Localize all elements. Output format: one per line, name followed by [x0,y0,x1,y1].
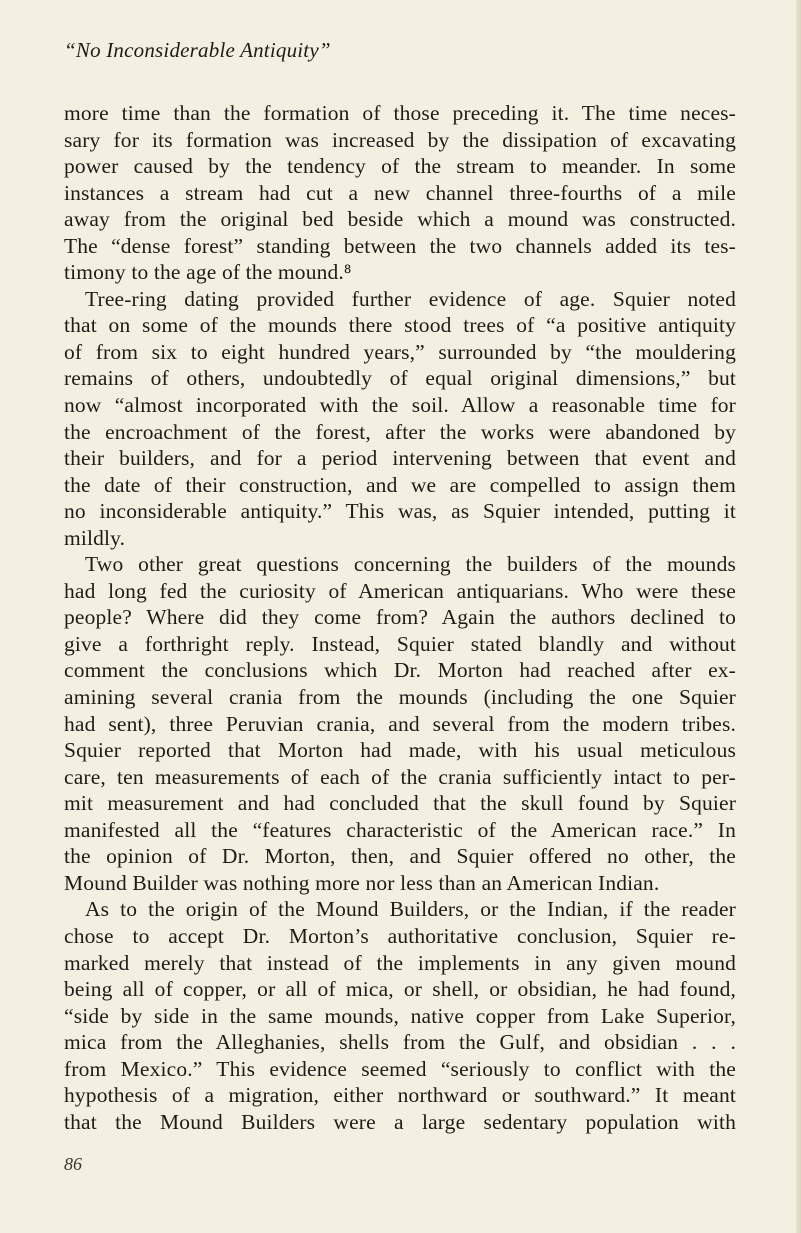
text-line: remains of others, undoubtedly of equal original dimensions,” but [64,366,736,391]
text-line: their builders, and for a period intervening between that event and [64,446,736,471]
page-number: 86 [64,1154,82,1174]
text-line: instances a stream had cut a new channel three-fourths of a mile [64,180,736,205]
text-line: power caused by the tendency of the stream to meander. In some [64,154,736,179]
text-line: “side by side in the same mounds, native copper from Lake Superior, [64,1003,736,1028]
text-line: Mound Builder was nothing more nor less than an American Indian. [64,870,660,895]
text-line: amining several crania from the mounds (including the one Squier [64,685,736,710]
text-line: manifested all the “features characteristic of the American race.” In [64,817,736,842]
text-line: mildly. [64,525,126,550]
text-line: The “dense forest” standing between the two channels added its tes- [64,233,736,258]
text-line: timony to the age of the mound.⁸ [64,260,352,285]
text-line: Two other great questions concerning the builders of the mounds [85,552,736,577]
text-line: that the Mound Builders were a large sedentary population with [64,1109,736,1134]
page-edge-shadow [796,0,801,1233]
text-line: marked merely that instead of the implements in any given mound [64,950,736,975]
text-line: being all of copper, or all of mica, or shell, or obsidian, he had found, [64,977,736,1002]
text-line: hypothesis of a migration, either northward or southward.” It meant [64,1083,736,1108]
text-line: now “almost incorporated with the soil. Allow a reasonable time for [64,393,736,418]
text-line: give a forthright reply. Instead, Squier stated blandly and without [64,631,736,656]
text-line: Squier reported that Morton had made, with his usual meticulous [64,738,736,763]
running-head: “No Inconsiderable Antiquity” [64,38,331,62]
text-line: the encroachment of the forest, after the works were abandoned by [64,419,736,444]
text-line: mit measurement and had concluded that the skull found by Squier [64,791,736,816]
text-line: Tree-ring dating provided further evidence of age. Squier noted [85,286,736,311]
text-line: mica from the Alleghanies, shells from the Gulf, and obsidian . . . [64,1030,736,1055]
text-line: care, ten measurements of each of the crania sufficiently intact to per- [64,764,736,789]
text-line: As to the origin of the Mound Builders, or the Indian, if the reader [85,897,736,922]
text-line: chose to accept Dr. Morton’s authoritative conclusion, Squier re- [64,923,736,948]
text-line: the date of their construction, and we are compelled to assign them [64,472,736,497]
text-line: sary for its formation was increased by the dissipation of excavating [64,127,736,152]
text-line: of from six to eight hundred years,” surrounded by “the mouldering [64,339,736,364]
text-line: the opinion of Dr. Morton, then, and Squier offered no other, the [64,844,736,869]
text-line: away from the original bed beside which a mound was constructed. [64,207,736,232]
text-line: comment the conclusions which Dr. Morton had reached after ex- [64,658,736,683]
text-line: more time than the formation of those preceding it. The time neces- [64,101,736,125]
text-line: that on some of the mounds there stood trees of “a positive antiquity [64,313,736,338]
body-text [64,100,736,1135]
text-line: from Mexico.” This evidence seemed “seriously to conflict with the [64,1056,736,1081]
text-line: had long fed the curiosity of American antiquarians. Who were these [64,578,736,603]
text-line: people? Where did they come from? Again the authors declined to [64,605,736,630]
text-line: no inconsiderable antiquity.” This was, as Squier intended, putting it [64,499,736,524]
text-line: had sent), three Peruvian crania, and several from the modern tribes. [64,711,736,736]
